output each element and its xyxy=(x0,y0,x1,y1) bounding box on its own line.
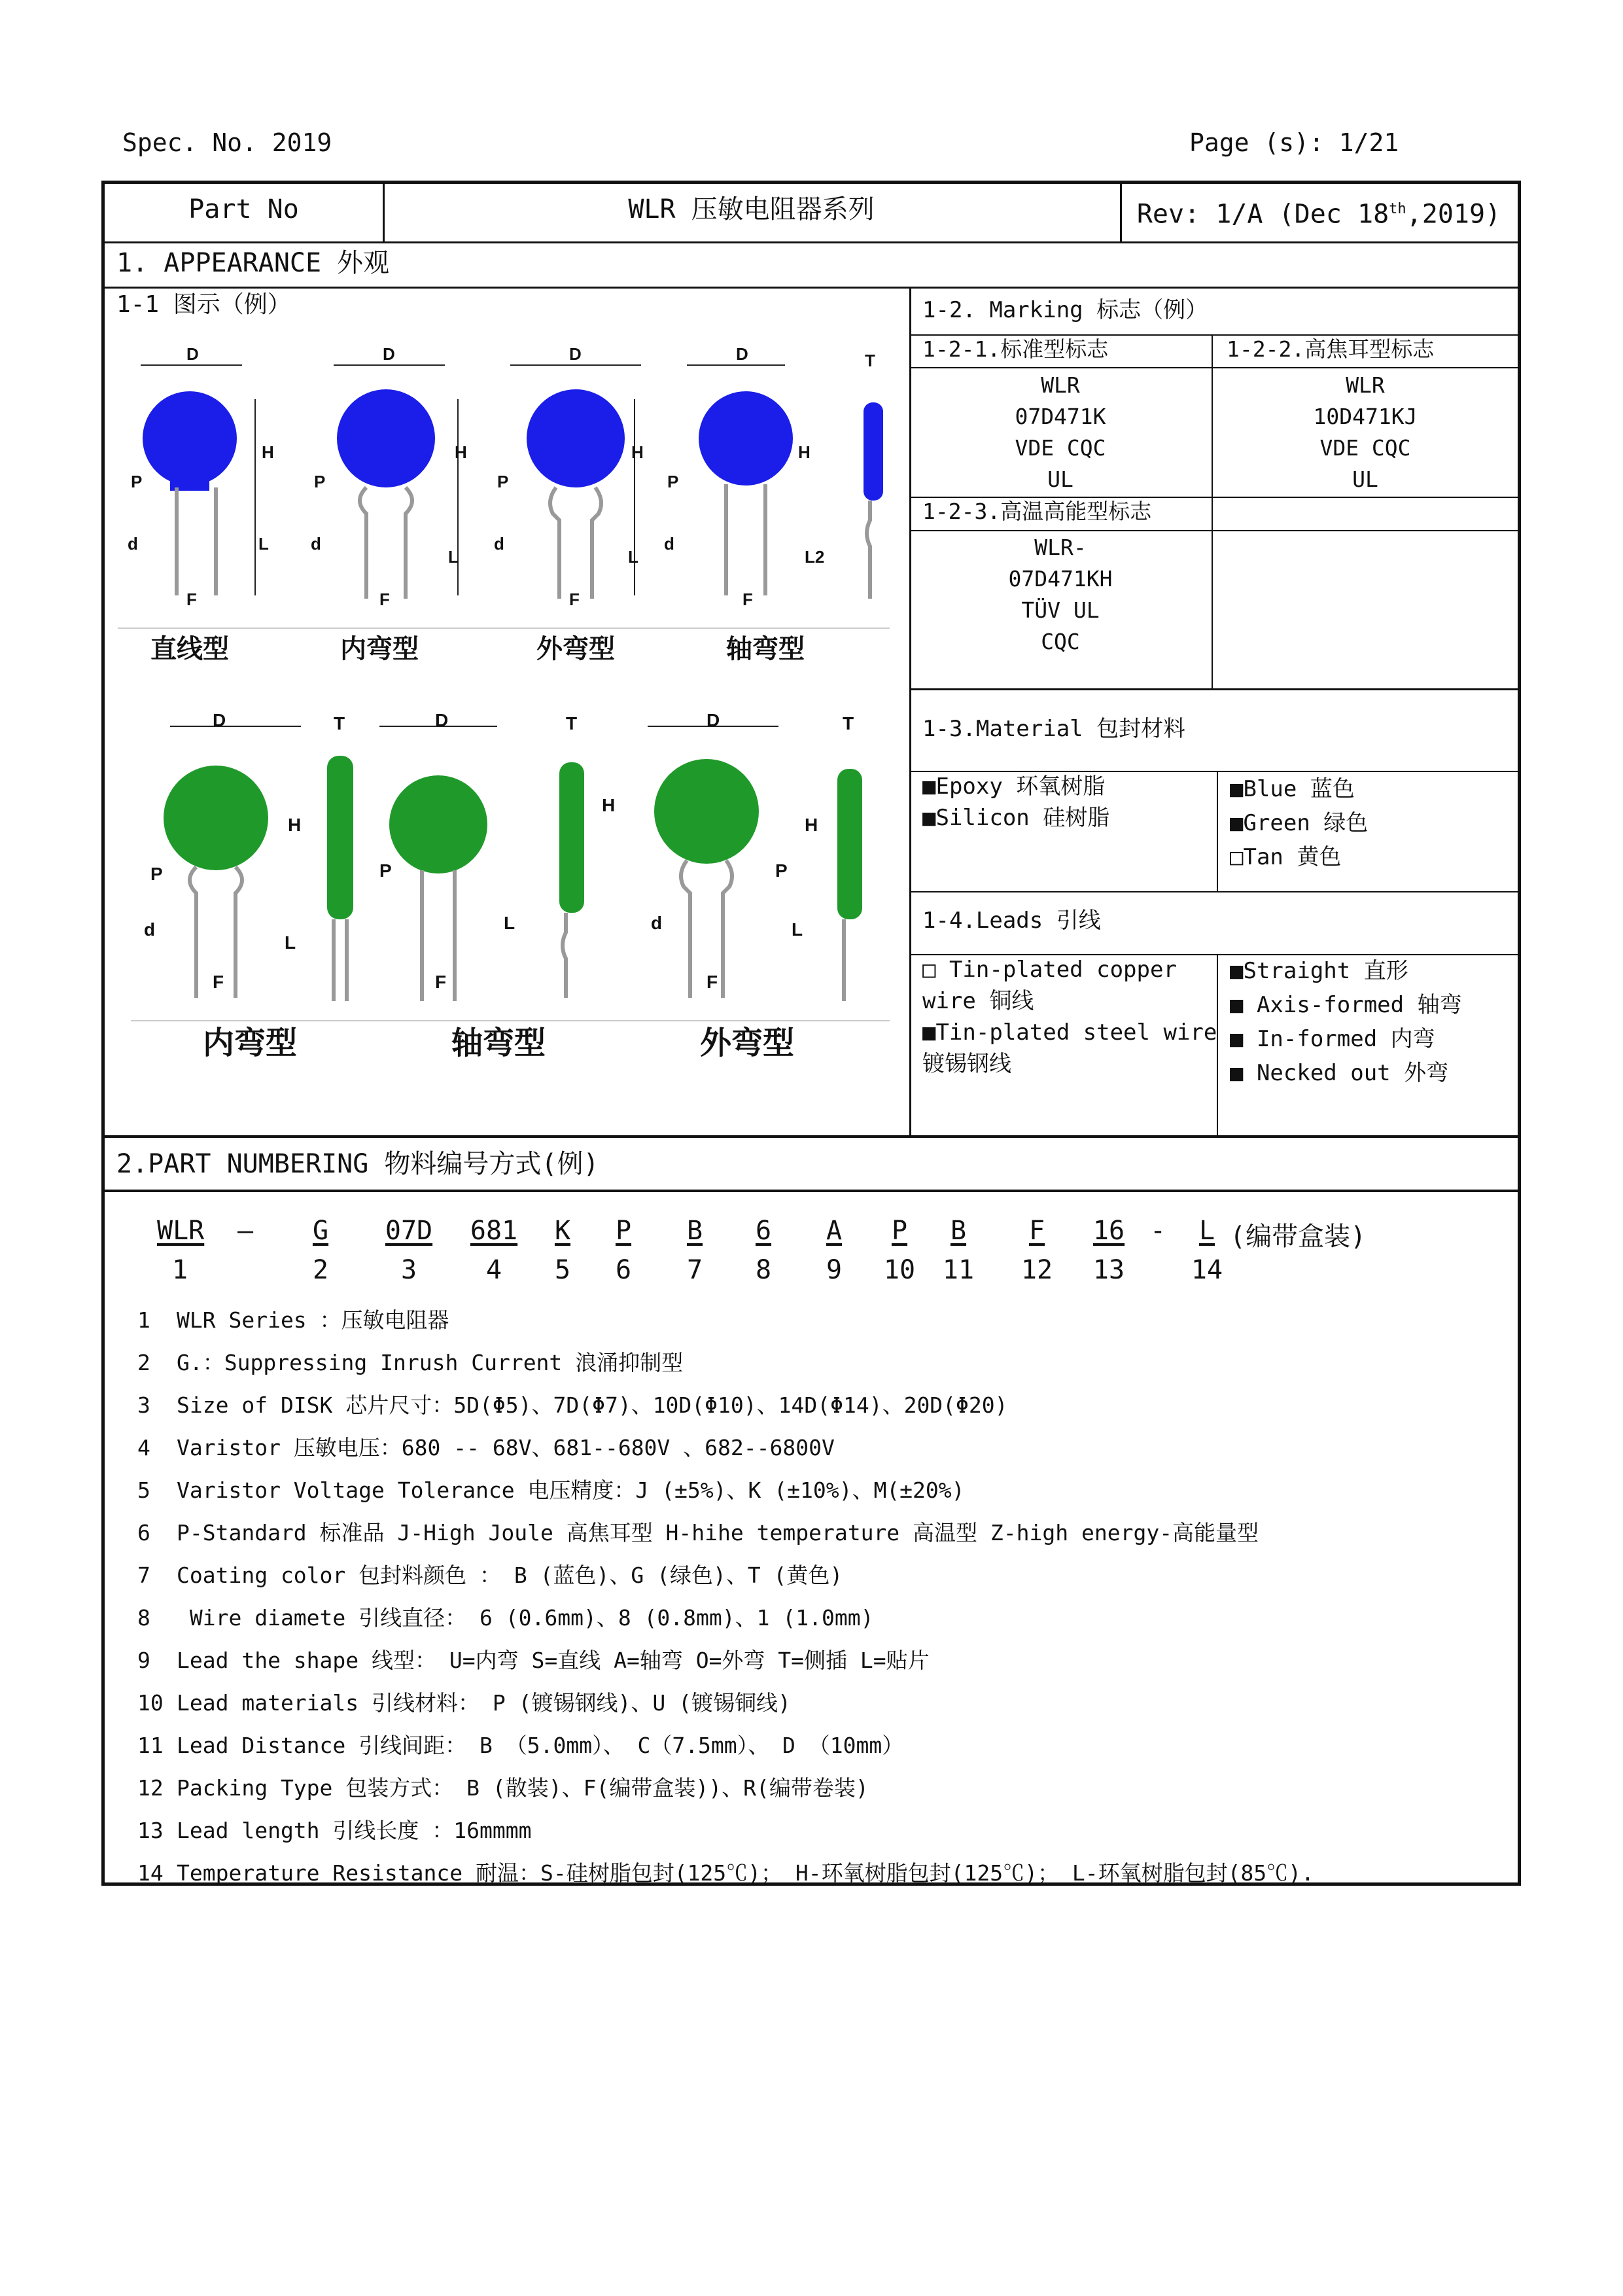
svg-text:H: H xyxy=(602,795,616,815)
material-title: 1-3.Material 包封材料 xyxy=(922,716,1186,742)
svg-text:T: T xyxy=(865,351,875,370)
svg-text:F: F xyxy=(742,590,753,609)
pn-col-11: B 11 xyxy=(942,1216,975,1285)
shape-label-axis: 轴弯型 xyxy=(726,635,805,663)
svg-text:L: L xyxy=(504,913,515,933)
svg-text:T: T xyxy=(843,713,854,733)
material-colors: ■Blue 蓝色 ■Green 绿色 □Tan 黄色 xyxy=(1230,776,1369,870)
figure-subtitle: 1-1 图示（例） xyxy=(116,291,291,318)
svg-text:d: d xyxy=(664,534,674,554)
svg-text:F: F xyxy=(569,590,580,609)
svg-text:F: F xyxy=(186,590,197,609)
shape-label-straight: 直线型 xyxy=(150,635,229,663)
desc-item: 12 Packing Type 包装方式： B (散装)、F(编带盒装))、R(编带卷装) xyxy=(137,1775,869,1801)
svg-text:H: H xyxy=(798,442,811,462)
desc-item: 6 P-Standard 标准品 J-High Joule 高焦耳型 H-hihe temperature 高温型 Z-high energy-高能量型 xyxy=(137,1520,1259,1545)
svg-text:L2: L2 xyxy=(805,547,825,567)
svg-text:H: H xyxy=(631,442,644,462)
svg-text:D: D xyxy=(736,344,748,364)
pn-col-4: 681 4 xyxy=(470,1216,518,1285)
part-number-descriptions xyxy=(137,1299,1314,1894)
green-varistor-figure xyxy=(131,713,890,1067)
svg-text:d: d xyxy=(494,534,504,554)
svg-text:d: d xyxy=(144,919,156,940)
svg-text:L: L xyxy=(792,919,803,940)
pn-col-2: G 2 xyxy=(312,1216,329,1285)
desc-item: 5 Varistor Voltage Tolerance 电压精度：J (±5%)、K (±10%)、M(±20%) xyxy=(137,1477,965,1503)
svg-text:F: F xyxy=(707,972,718,992)
material-left: ■Epoxy 环氧树脂 ■Silicon 硅树脂 xyxy=(922,773,1110,831)
green-label-informed: 内弯型 xyxy=(203,1026,298,1061)
pn-col-12: F 12 xyxy=(1021,1216,1053,1285)
pn-col-10: P 10 xyxy=(883,1216,916,1285)
pn-col-5: K 5 xyxy=(554,1216,571,1285)
svg-text:P: P xyxy=(150,864,163,884)
green-label-necked: 外弯型 xyxy=(700,1026,795,1061)
pn-col-1: WLR 1 xyxy=(157,1216,205,1285)
pn-col-13: 16 13 xyxy=(1092,1216,1125,1285)
svg-text:F: F xyxy=(213,972,224,992)
svg-text:F: F xyxy=(435,972,447,992)
pn-col-7: B 7 xyxy=(686,1216,703,1285)
desc-item: 14 Temperature Resistance 耐温：S-硅树脂包封(125℃)； H-环氧树脂包封(125℃)； L-环氧树脂包封(85℃). xyxy=(137,1860,1314,1886)
shape-label-informed: 内弯型 xyxy=(340,635,419,663)
desc-item: 11 Lead Distance 引线间距： B （5.0mm）、 C（7.5mm）、 D （10mm） xyxy=(137,1733,904,1758)
leads-shapes: ■Straight 直形 ■ Axis-formed 轴弯 ■ In-formed 内弯 ■ Necked out 外弯 xyxy=(1230,958,1462,1086)
svg-text:T: T xyxy=(334,713,345,733)
marking-ht-text: WLR- 07D471KH TÜV UL CQC xyxy=(1008,535,1113,654)
svg-text:d: d xyxy=(311,534,321,554)
svg-text:L: L xyxy=(258,534,269,554)
svg-text:H: H xyxy=(455,442,467,462)
svg-text:P: P xyxy=(497,472,509,491)
svg-text:P: P xyxy=(314,472,326,491)
pn-col-14: L 14 xyxy=(1191,1216,1223,1285)
desc-item: 4 Varistor 压敏电压：680 -- 68V、681--680V 、682--6800V xyxy=(137,1435,835,1460)
pn-col-8: 6 8 xyxy=(755,1216,772,1285)
svg-text:D: D xyxy=(435,713,449,730)
desc-item: 3 Size of DISK 芯片尺寸：5D(Φ5)、7D(Φ7)、10D(Φ10)、14D(Φ14)、20D(Φ20) xyxy=(137,1392,1008,1418)
svg-text:P: P xyxy=(667,472,679,491)
leads-title: 1-4.Leads 引线 xyxy=(922,908,1101,934)
svg-text:P: P xyxy=(775,860,788,881)
desc-item: 7 Coating color 包封料颜色 ： B (蓝色)、G (绿色)、T (黄色) xyxy=(137,1563,843,1588)
marking-std-label: 1-2-1.标准型标志 xyxy=(922,336,1109,362)
page-number: Page (s): 1/21 xyxy=(1189,128,1399,157)
desc-item: 9 Lead the shape 线型： U=内弯 S=直线 A=轴弯 O=外弯 T=侧插 L=贴片 xyxy=(137,1648,930,1673)
svg-text:H: H xyxy=(288,815,302,835)
series-title: WLR 压敏电阻器系列 xyxy=(628,194,875,224)
desc-item: 13 Lead length 引线长度 ：16mmmm xyxy=(137,1818,532,1843)
marking-hj-label: 1-2-2.高焦耳型标志 xyxy=(1227,336,1435,362)
spec-number: Spec. No. 2019 xyxy=(122,128,332,157)
svg-text:D: D xyxy=(186,344,199,364)
marking-hj-text: WLR 10D471KJ VDE CQC UL xyxy=(1313,372,1418,492)
svg-text:D: D xyxy=(383,344,395,364)
svg-text:L: L xyxy=(448,547,459,567)
svg-text:F: F xyxy=(379,590,390,609)
blue-varistor-figure xyxy=(118,340,890,680)
pn-col-9: A 9 xyxy=(826,1216,843,1285)
svg-text:H: H xyxy=(262,442,274,462)
svg-text:D: D xyxy=(707,713,720,730)
svg-text:L: L xyxy=(285,932,296,953)
svg-text:d: d xyxy=(651,913,663,933)
revision: Rev: 1/A (Dec 18th,2019) xyxy=(1136,199,1501,230)
marking-ht-label: 1-2-3.高温高能型标志 xyxy=(922,499,1152,524)
desc-item: 2 G.：Suppressing Inrush Current 浪涌抑制型 xyxy=(137,1350,684,1375)
pn-col-3: 07D 3 xyxy=(385,1216,433,1285)
desc-item: 10 Lead materials 引线材料： P (镀锡钢线)、U (镀锡铜线) xyxy=(137,1690,791,1716)
svg-text:P: P xyxy=(131,472,143,491)
green-label-axis: 轴弯型 xyxy=(451,1026,546,1061)
marking-std-text: WLR 07D471K VDE CQC UL xyxy=(1015,372,1106,492)
svg-text:H: H xyxy=(805,815,818,835)
svg-text:d: d xyxy=(128,534,138,554)
shape-label-necked: 外弯型 xyxy=(536,635,615,663)
svg-text:D: D xyxy=(213,713,226,730)
desc-item: 8 Wire diamete 引线直径： 6 (0.6mm)、8 (0.8mm)、1 (1.0mm) xyxy=(137,1605,874,1631)
desc-item: 1 WLR Series ：压敏电阻器 xyxy=(137,1307,449,1333)
leads-materials: □ Tin-plated copper wire 铜线 ■Tin-plated steel wire 镀锡钢线 xyxy=(922,957,1217,1077)
svg-text:T: T xyxy=(566,713,578,733)
section-part-numbering-title: 2.PART NUMBERING 物料编号方式(例) xyxy=(116,1149,599,1179)
svg-text:L: L xyxy=(628,547,638,567)
section-appearance-title: 1. APPEARANCE 外观 xyxy=(116,248,390,278)
part-no-label: Part No xyxy=(188,194,299,224)
svg-text:P: P xyxy=(379,860,392,881)
svg-text:D: D xyxy=(569,344,582,364)
pn-col-6: P 6 xyxy=(615,1216,632,1285)
marking-title: 1-2. Marking 标志（例） xyxy=(922,297,1208,323)
